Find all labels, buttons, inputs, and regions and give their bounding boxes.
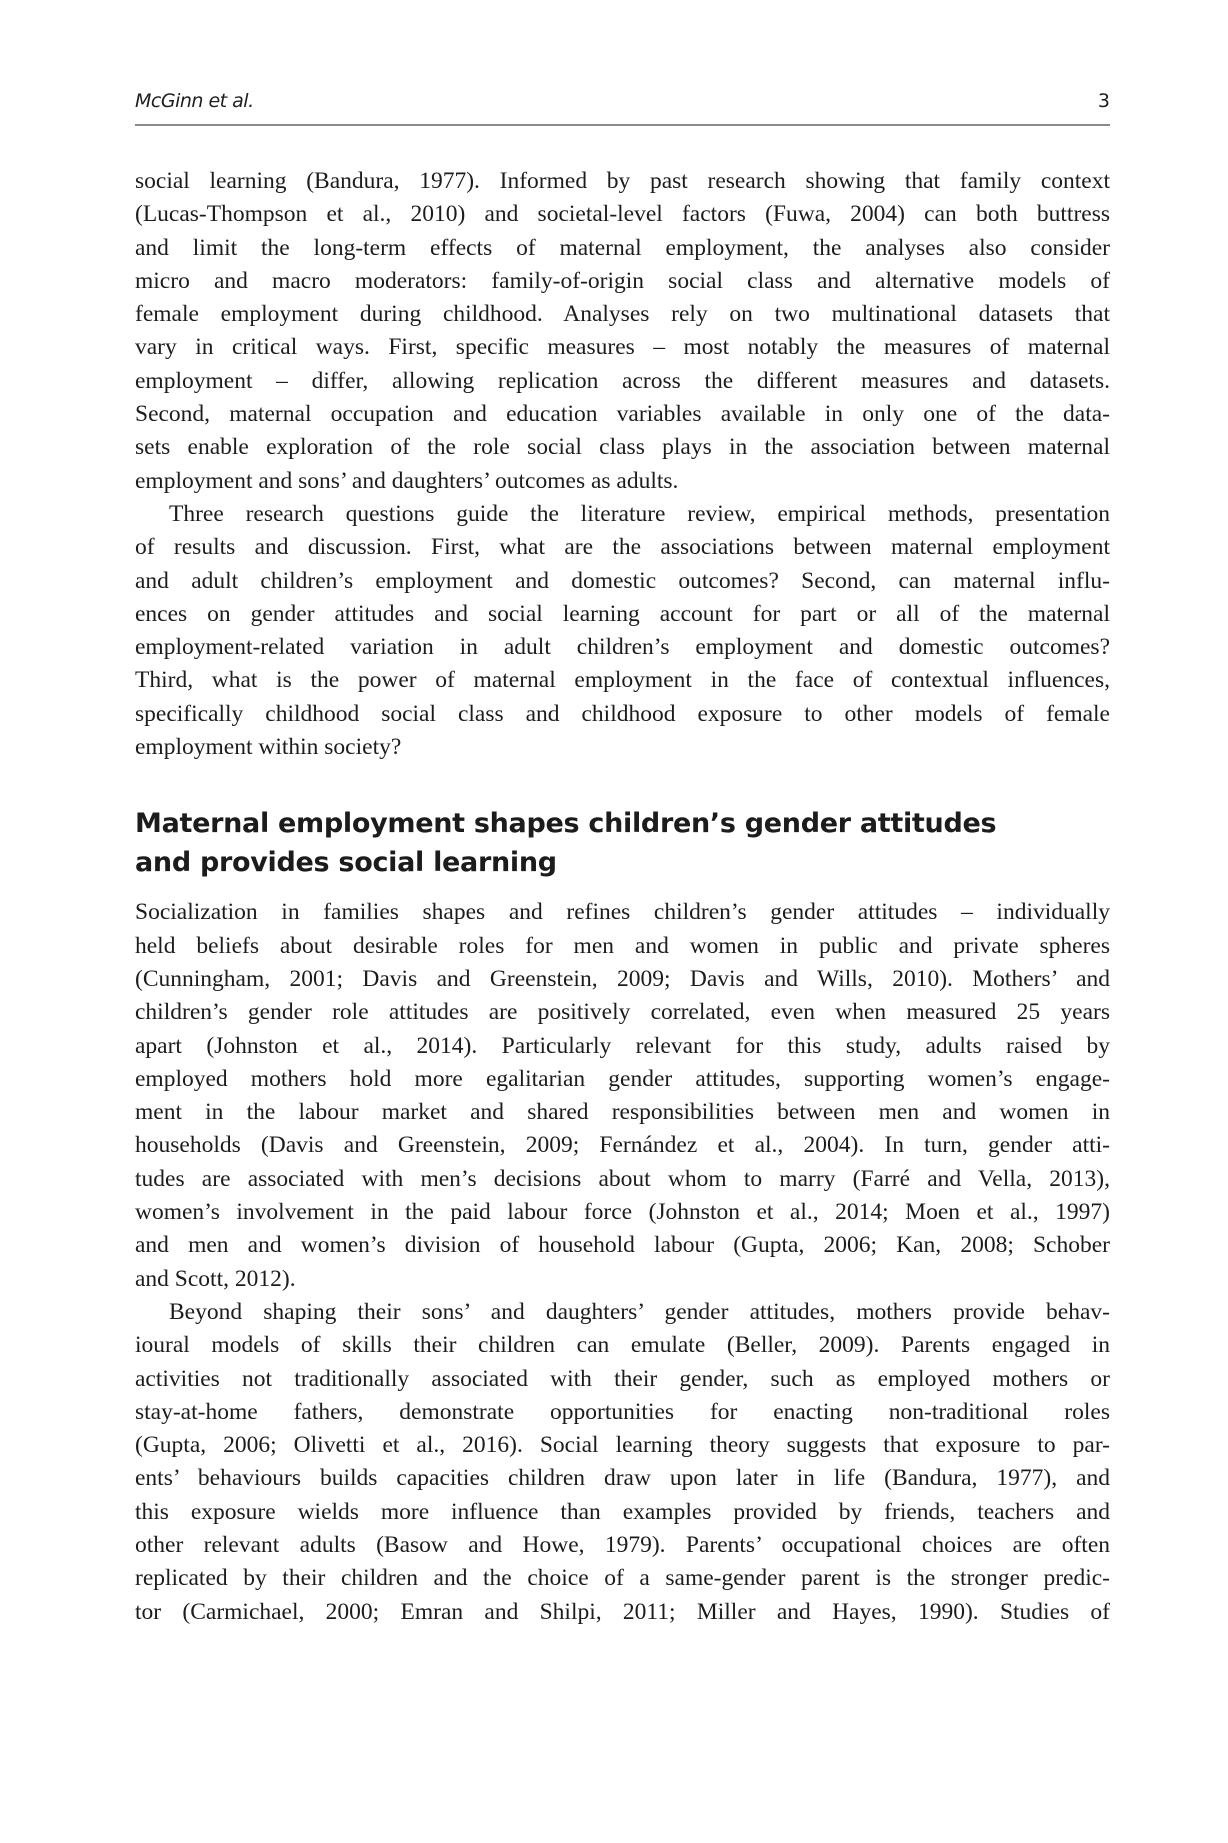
- text-line: Three research questions guide the literature review, empirical methods, presentation: [169, 500, 1110, 527]
- paragraph-behavioural-models: [135, 1296, 1110, 1629]
- text-line: and Scott, 2012).: [135, 1265, 296, 1292]
- section-heading: [135, 804, 1110, 882]
- text-line: and adult children’s employment and domestic outcomes? Second, can maternal influ-: [135, 567, 1110, 594]
- text-line: women’s involvement in the paid labour force (Johnston et al., 2014; Moen et al., 1997): [135, 1199, 1110, 1226]
- paragraph-research-questions: [135, 498, 1110, 764]
- text-line: social learning (Bandura, 1977). Informed by past research showing that family context: [135, 168, 1110, 194]
- text-line: micro and macro moderators: family-of-origin social class and alternative models of: [135, 267, 1110, 294]
- article-body: [135, 165, 1110, 1629]
- text-line: employment and sons’ and daughters’ outcomes as adults.: [135, 467, 679, 494]
- text-line: employment within society?: [135, 734, 402, 761]
- text-line: apart (Johnston et al., 2014). Particularly relevant for this study, adults raised by: [135, 1032, 1110, 1059]
- text-line: ioural models of skills their children can emulate (Beller, 2009). Parents engaged in: [135, 1332, 1110, 1359]
- text-line: and men and women’s division of household labour (Gupta, 2006; Kan, 2008; Schober: [135, 1232, 1110, 1259]
- text-line: activities not traditionally associated with their gender, such as employed mothers or: [135, 1365, 1110, 1392]
- header-rule: [135, 124, 1110, 126]
- page-number: 3: [1097, 90, 1110, 112]
- text-line: held beliefs about desirable roles for men and women in public and private spheres: [135, 932, 1110, 959]
- text-line: employment-related variation in adult children’s employment and domestic outcomes?: [135, 634, 1110, 661]
- text-line: children’s gender role attitudes are positively correlated, even when measured 25 years: [135, 999, 1110, 1026]
- text-line: specifically childhood social class and childhood exposure to other models of female: [135, 700, 1110, 727]
- text-line: Second, maternal occupation and education variables available in only one of the data-: [135, 401, 1110, 428]
- text-line: Socialization in families shapes and refines children’s gender attitudes – individually: [135, 899, 1110, 926]
- text-line: female employment during childhood. Analyses rely on two multinational datasets that: [135, 301, 1110, 328]
- text-line: (Lucas-Thompson et al., 2010) and societal-level factors (Fuwa, 2004) can both buttress: [135, 201, 1110, 228]
- section-heading-line: Maternal employment shapes children’s gender attitudes: [135, 808, 997, 840]
- text-line: Third, what is the power of maternal employment in the face of contextual influences,: [135, 667, 1110, 694]
- text-line: tor (Carmichael, 2000; Emran and Shilpi, 2011; Miller and Hayes, 1990). Studies of: [135, 1598, 1110, 1625]
- text-line: ences on gender attitudes and social learning account for part or all of the maternal: [135, 600, 1110, 627]
- text-line: stay-at-home fathers, demonstrate opportunities for enacting non-traditional roles: [135, 1398, 1110, 1425]
- text-line: and limit the long-term effects of maternal employment, the analyses also consider: [135, 234, 1110, 261]
- text-line: (Cunningham, 2001; Davis and Greenstein, 2009; Davis and Wills, 2010). Mothers’ and: [135, 965, 1110, 992]
- text-line: ents’ behaviours builds capacities children draw upon later in life (Bandura, 1977), and: [135, 1465, 1110, 1492]
- text-line: of results and discussion. First, what are the associations between maternal employment: [135, 534, 1110, 561]
- text-line: households (Davis and Greenstein, 2009; Fernández et al., 2004). In turn, gender atti-: [135, 1132, 1110, 1159]
- paragraph-socialization: [135, 896, 1110, 1296]
- text-line: (Gupta, 2006; Olivetti et al., 2016). Social learning theory suggests that exposure to par-: [135, 1432, 1110, 1459]
- section-heading-line: and provides social learning: [135, 847, 557, 879]
- text-line: vary in critical ways. First, specific measures – most notably the measures of maternal: [135, 334, 1110, 361]
- text-line: replicated by their children and the choice of a same-gender parent is the stronger predic-: [135, 1565, 1110, 1592]
- text-line: Beyond shaping their sons’ and daughters’ gender attitudes, mothers provide behav-: [169, 1298, 1110, 1325]
- text-line: tudes are associated with men’s decisions about whom to marry (Farré and Vella, 2013),: [135, 1165, 1110, 1192]
- text-line: sets enable exploration of the role social class plays in the association between maternal: [135, 434, 1110, 461]
- paragraph-intro-1: [135, 165, 1110, 498]
- running-head: [135, 90, 1110, 120]
- text-line: ment in the labour market and shared responsibilities between men and women in: [135, 1099, 1110, 1126]
- text-line: employment – differ, allowing replication across the different measures and datasets.: [135, 367, 1110, 394]
- running-head-author: McGinn et al.: [135, 90, 254, 112]
- text-line: other relevant adults (Basow and Howe, 1979). Parents’ occupational choices are often: [135, 1531, 1110, 1558]
- text-line: this exposure wields more influence than examples provided by friends, teachers and: [135, 1498, 1110, 1525]
- text-line: employed mothers hold more egalitarian gender attitudes, supporting women’s engage-: [135, 1065, 1110, 1092]
